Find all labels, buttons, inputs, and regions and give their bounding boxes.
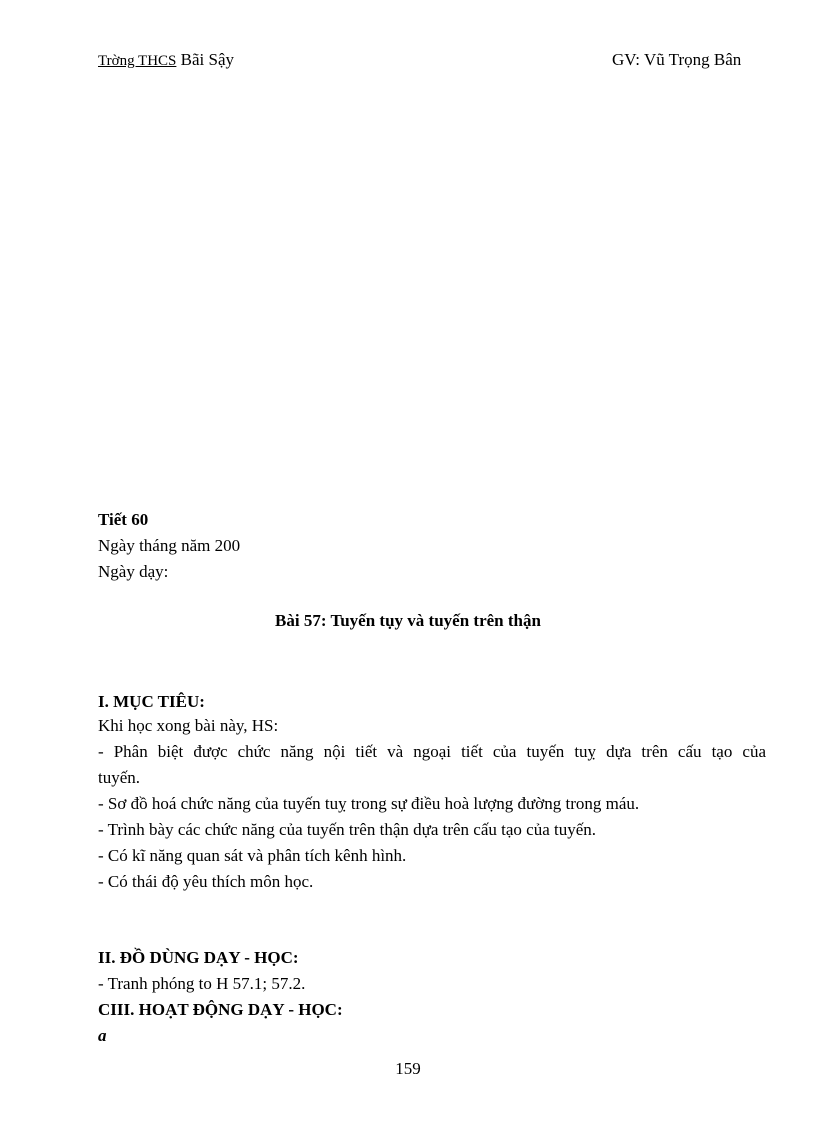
header-school-label: Trờng THCS	[98, 53, 177, 69]
section2-item1: - Tranh phóng to H 57.1; 57.2.	[98, 974, 306, 993]
header-teacher: GV: Vũ Trọng Bân	[612, 50, 742, 69]
section1-item4: - Có kĩ năng quan sát và phân tích kênh hình.	[98, 846, 407, 865]
section2-heading: II. ĐỒ DÙNG DẠY - HỌC:	[98, 948, 299, 967]
header-school-place: Bãi Sậy	[180, 50, 234, 69]
section1-heading: I. MỤC TIÊU:	[98, 692, 205, 711]
section1-item3: - Trình bày các chức năng của tuyến trên thận dựa trên cấu tạo của tuyến.	[98, 820, 597, 839]
lesson-teach-date: Ngày dạy:	[98, 562, 169, 581]
section1-item2: - Sơ đồ hoá chức năng của tuyến tuỵ trong sự điều hoà lượng đường trong máu.	[98, 794, 640, 813]
lesson-date: Ngày tháng năm 200	[98, 536, 241, 555]
section1-item5: - Có thái độ yêu thích môn học.	[98, 872, 314, 891]
section3-heading: CIII. HOẠT ĐỘNG DẠY - HỌC:	[98, 1000, 343, 1019]
section1-intro: Khi học xong bài này, HS:	[98, 716, 279, 735]
section1-item1: - Phân biệt được chức năng nội tiết và ngoại tiết của tuyến tuỵ dựa trên cấu tạo của	[98, 742, 766, 761]
section3-marker: a	[98, 1026, 107, 1045]
lesson-period: Tiết 60	[98, 510, 149, 529]
header-school	[98, 50, 234, 70]
page-number: 159	[395, 1059, 421, 1078]
section1-item1-cont: tuyến.	[98, 768, 141, 787]
lesson-title: Bài 57: Tuyến tụy và tuyến trên thận	[275, 611, 541, 630]
